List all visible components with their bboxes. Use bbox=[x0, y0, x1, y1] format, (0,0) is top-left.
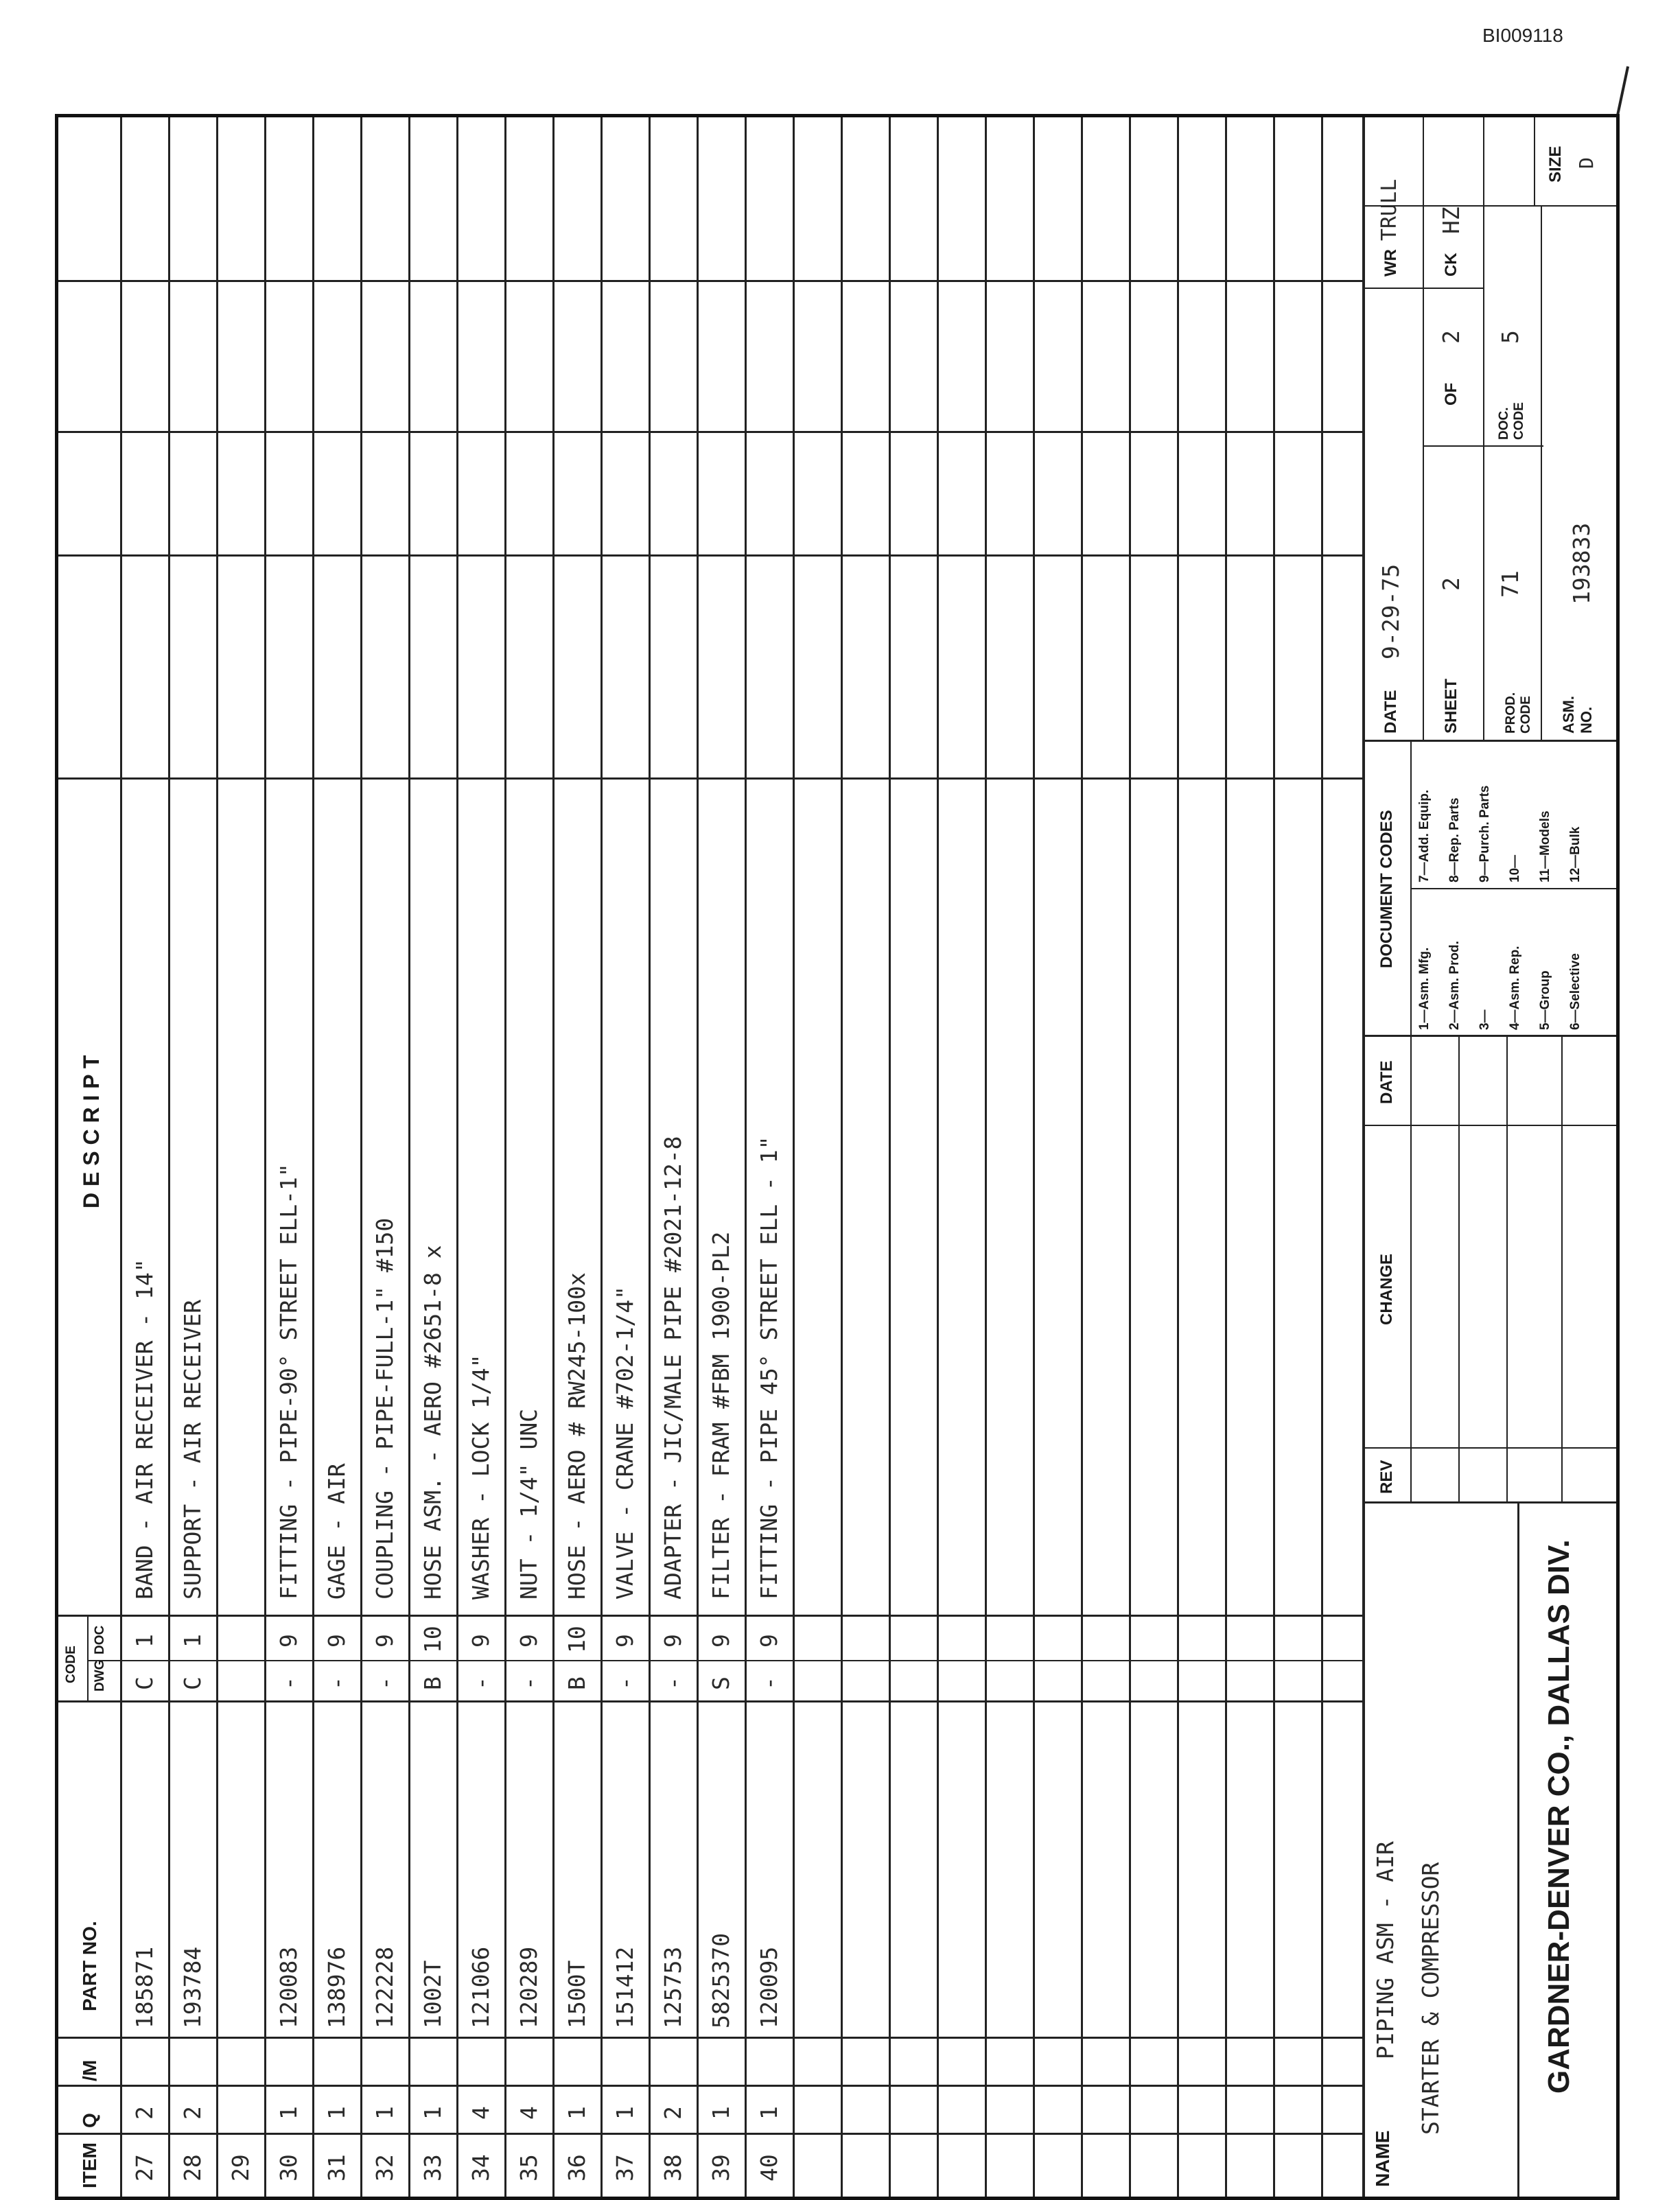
sheet-value: 2 bbox=[1438, 577, 1465, 591]
code-entry: 4—Asm. Rep. bbox=[1508, 946, 1522, 1030]
row-dwg: C bbox=[131, 1676, 158, 1690]
date-value-label: DATE bbox=[1381, 690, 1400, 734]
row-qty: 1 bbox=[708, 2106, 734, 2120]
assembly-name: PIPING ASM - AIR bbox=[1372, 1841, 1399, 2059]
row-dwg: - bbox=[611, 1676, 638, 1690]
code-entry: 8—Rep. Parts bbox=[1447, 797, 1462, 882]
code-entry: 9—Purch. Parts bbox=[1478, 785, 1492, 882]
row-qty: 1 bbox=[371, 2106, 398, 2120]
document-id: BI009118 bbox=[1482, 25, 1563, 46]
row-qty: 4 bbox=[515, 2106, 542, 2120]
row-qty: 2 bbox=[179, 2106, 206, 2120]
header-doc: DOC bbox=[93, 1625, 107, 1654]
row-doc: 9 bbox=[467, 1634, 494, 1648]
row-doc: 9 bbox=[275, 1634, 302, 1648]
row-item: 28 bbox=[179, 2154, 206, 2181]
row-part: 5825370 bbox=[708, 1932, 734, 2028]
row-part: 120095 bbox=[756, 1946, 782, 2028]
row-doc: 9 bbox=[708, 1634, 734, 1648]
row-dwg: C bbox=[179, 1676, 206, 1690]
code-entry: 12—Bulk bbox=[1568, 826, 1583, 882]
row-item: 32 bbox=[371, 2154, 398, 2181]
row-doc: 9 bbox=[323, 1634, 350, 1648]
code-entry: 7—Add. Equip. bbox=[1417, 789, 1432, 882]
table-row bbox=[649, 687, 697, 2197]
row-doc: 9 bbox=[660, 1634, 686, 1648]
row-doc: 1 bbox=[179, 1634, 206, 1648]
header-qty: Q bbox=[79, 2113, 100, 2128]
row-qty: 1 bbox=[275, 2106, 302, 2120]
assembly-subtitle: STARTER & COMPRESSOR bbox=[1417, 1862, 1444, 2135]
row-description: HOSE ASM. - AERO #2651-8 x bbox=[419, 1245, 446, 1600]
row-description: COUPLING - PIPE-FULL-1" #150 bbox=[371, 1217, 398, 1600]
row-qty: 1 bbox=[563, 2106, 590, 2120]
table-row bbox=[697, 687, 745, 2197]
row-item: 29 bbox=[227, 2154, 254, 2181]
doc-code-value: 5 bbox=[1497, 330, 1524, 344]
code-entry: 3— bbox=[1478, 1009, 1492, 1030]
row-description: HOSE - AERO # RW245-100x bbox=[563, 1272, 590, 1600]
row-dwg: - bbox=[467, 1676, 494, 1690]
document-codes-left bbox=[1417, 941, 1598, 1030]
row-dwg: - bbox=[756, 1676, 782, 1690]
row-description: FILTER - FRAM #FBM 1900-PL2 bbox=[708, 1231, 734, 1600]
size-label: SIZE bbox=[1546, 145, 1565, 183]
rev-label: REV bbox=[1377, 1460, 1396, 1494]
row-part: 125753 bbox=[660, 1946, 686, 2028]
row-doc: 9 bbox=[611, 1634, 638, 1648]
table-row bbox=[168, 687, 216, 2197]
row-dwg: - bbox=[515, 1676, 542, 1690]
of-value: 2 bbox=[1438, 330, 1465, 344]
doc-code-label: DOC. CODE bbox=[1497, 402, 1526, 440]
code-entry: 5—Group bbox=[1538, 970, 1552, 1030]
row-part: 193784 bbox=[179, 1946, 206, 2028]
row-item: 30 bbox=[275, 2154, 302, 2181]
row-dwg: - bbox=[660, 1676, 686, 1690]
row-item: 33 bbox=[419, 2154, 446, 2181]
row-doc: 9 bbox=[515, 1634, 542, 1648]
row-description: FITTING - PIPE-90° STREET ELL-1" bbox=[275, 1163, 302, 1600]
table-row bbox=[408, 687, 456, 2197]
row-dwg: - bbox=[371, 1676, 398, 1690]
row-description: BAND - AIR RECEIVER - 14" bbox=[131, 1259, 158, 1600]
prod-code-value: 71 bbox=[1497, 570, 1524, 598]
code-entry: 11—Models bbox=[1538, 810, 1552, 882]
row-dwg: - bbox=[275, 1676, 302, 1690]
header-item: ITEM bbox=[79, 2142, 100, 2188]
table-row bbox=[264, 687, 312, 2197]
row-qty: 2 bbox=[660, 2106, 686, 2120]
row-doc: 1 bbox=[131, 1634, 158, 1648]
row-qty: 4 bbox=[467, 2106, 494, 2120]
row-description: FITTING - PIPE 45° STREET ELL - 1" bbox=[756, 1136, 782, 1600]
ck-label: CK bbox=[1442, 253, 1460, 277]
wr-label: WR bbox=[1381, 249, 1400, 277]
table-row bbox=[456, 687, 504, 2197]
row-item: 35 bbox=[515, 2154, 542, 2181]
sheet-label: SHEET bbox=[1442, 678, 1460, 734]
of-label: OF bbox=[1442, 382, 1460, 406]
wr-value: TRULL bbox=[1377, 178, 1401, 241]
table-row bbox=[120, 687, 168, 2197]
row-item: 39 bbox=[708, 2154, 734, 2181]
code-entry: 6—Selective bbox=[1568, 953, 1583, 1030]
prod-code-label: PROD. CODE bbox=[1504, 692, 1533, 734]
header-dwg: DWG bbox=[93, 1659, 107, 1692]
row-qty: 1 bbox=[419, 2106, 446, 2120]
row-part: 120083 bbox=[275, 1946, 302, 2028]
row-item: 40 bbox=[756, 2154, 782, 2181]
row-description: VALVE - CRANE #702-1/4" bbox=[611, 1286, 638, 1600]
row-part: 151412 bbox=[611, 1946, 638, 2028]
row-doc: 10 bbox=[419, 1626, 446, 1653]
row-item: 27 bbox=[131, 2154, 158, 2181]
row-description: WASHER - LOCK 1/4" bbox=[467, 1354, 494, 1600]
row-item: 38 bbox=[660, 2154, 686, 2181]
row-part: 122228 bbox=[371, 1946, 398, 2028]
change-label: CHANGE bbox=[1377, 1253, 1396, 1325]
header-part-no: PART NO. bbox=[79, 1921, 100, 2011]
row-description: NUT - 1/4" UNC bbox=[515, 1408, 542, 1600]
row-dwg: S bbox=[708, 1676, 734, 1690]
row-description: GAGE - AIR bbox=[323, 1463, 350, 1600]
table-row bbox=[745, 687, 793, 2197]
corner-mark bbox=[1615, 66, 1629, 119]
code-entry: 2—Asm. Prod. bbox=[1447, 941, 1462, 1030]
asm-no-value: 193833 bbox=[1568, 522, 1595, 605]
row-qty: 1 bbox=[756, 2106, 782, 2120]
row-part: 138976 bbox=[323, 1946, 350, 2028]
row-dwg: B bbox=[563, 1676, 590, 1690]
header-um: /M bbox=[79, 2059, 100, 2081]
row-item: 37 bbox=[611, 2154, 638, 2181]
date-value: 9-29-75 bbox=[1377, 563, 1404, 659]
row-item: 36 bbox=[563, 2154, 590, 2181]
table-row bbox=[216, 687, 264, 2197]
asm-no-label: ASM. NO. bbox=[1560, 696, 1595, 734]
row-item: 34 bbox=[467, 2154, 494, 2181]
table-row bbox=[600, 687, 649, 2197]
date-label: DATE bbox=[1377, 1060, 1396, 1104]
parts-list-sheet bbox=[55, 114, 1620, 2200]
row-description: ADAPTER - JIC/MALE PIPE #2021-12-8 bbox=[660, 1136, 686, 1600]
title-block bbox=[1362, 117, 1616, 2197]
row-qty: 1 bbox=[611, 2106, 638, 2120]
row-doc: 9 bbox=[371, 1634, 398, 1648]
code-entry: 1—Asm. Mfg. bbox=[1417, 947, 1432, 1030]
row-description: SUPPORT - AIR RECEIVER bbox=[179, 1299, 206, 1600]
table-row bbox=[360, 687, 408, 2197]
document-codes-label: DOCUMENT CODES bbox=[1377, 810, 1396, 968]
row-dwg: B bbox=[419, 1676, 446, 1690]
header-description: D E S C R I P T bbox=[79, 1055, 104, 1208]
code-entry: 10— bbox=[1508, 854, 1522, 882]
size-value: D bbox=[1575, 157, 1598, 169]
row-qty: 2 bbox=[131, 2106, 158, 2120]
row-doc: 9 bbox=[756, 1634, 782, 1648]
row-part: 121066 bbox=[467, 1946, 494, 2028]
row-part: 1500T bbox=[563, 1960, 590, 2028]
company-name: GARDNER-DENVER CO., DALLAS DIV. bbox=[1542, 1539, 1576, 2094]
name-label: NAME bbox=[1372, 2130, 1393, 2187]
row-item: 31 bbox=[323, 2154, 350, 2181]
row-qty: 1 bbox=[323, 2106, 350, 2120]
row-part: 1002T bbox=[419, 1960, 446, 2028]
header-code: CODE bbox=[64, 1646, 78, 1683]
document-codes-right bbox=[1417, 786, 1598, 883]
table-row bbox=[312, 687, 360, 2197]
row-dwg: - bbox=[323, 1676, 350, 1690]
table-row bbox=[504, 687, 552, 2197]
table-row bbox=[552, 687, 600, 2197]
row-part: 185871 bbox=[131, 1946, 158, 2028]
row-doc: 10 bbox=[563, 1626, 590, 1653]
ck-value: HZ bbox=[1438, 207, 1465, 234]
row-part: 120289 bbox=[515, 1946, 542, 2028]
